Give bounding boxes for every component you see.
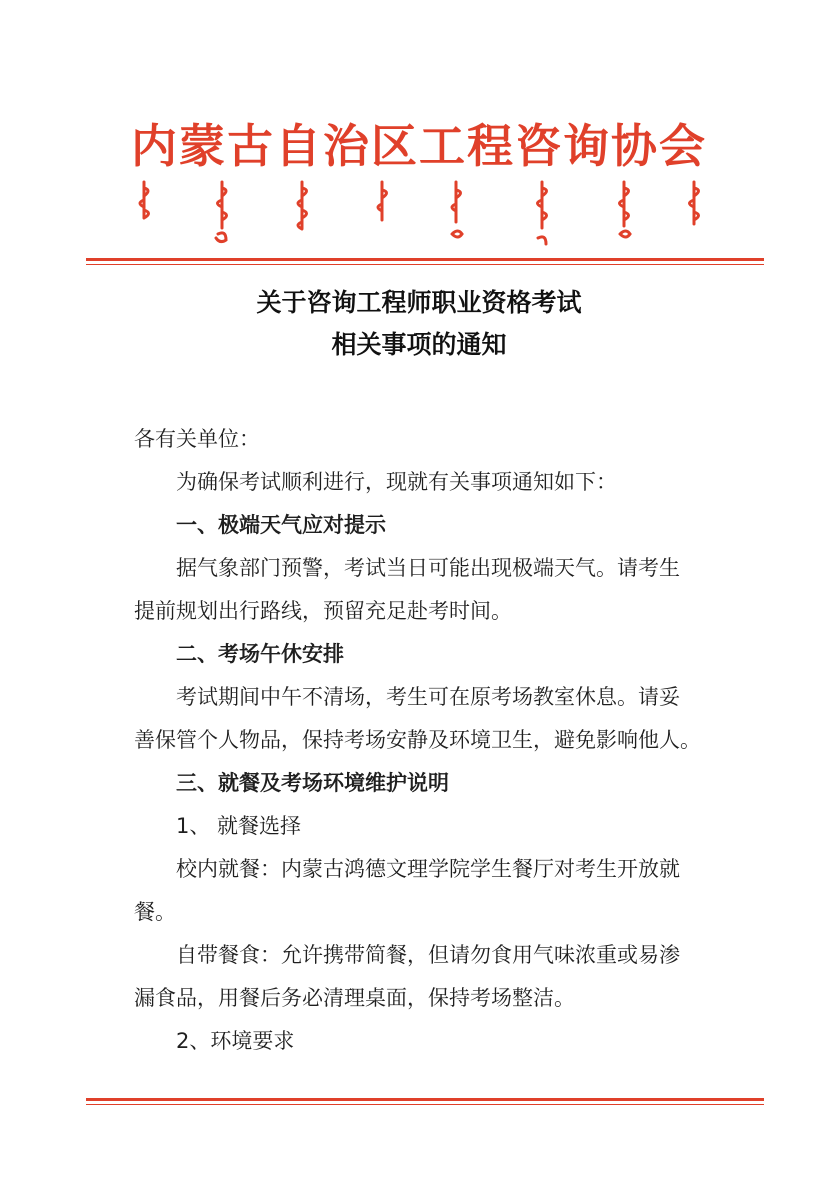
- section-2-line-1: 考试期间中午不清场，考生可在原考场教室休息。请妥: [176, 685, 680, 709]
- footer-divider-thick: [86, 1098, 764, 1101]
- notice-title-line-1: 关于咨询工程师职业资格考试: [256, 288, 582, 317]
- mongolian-word-6: [538, 182, 547, 244]
- section-2-heading: 二、考场午休安排: [176, 642, 344, 666]
- mongolian-word-4: [378, 182, 387, 220]
- section-1-line-1: 据气象部门预警，考试当日可能出现极端天气。请考生: [176, 556, 680, 580]
- mongolian-word-8: [690, 182, 699, 224]
- section-1-line-2: 提前规划出行路线，预留充足赴考时间。: [134, 599, 512, 623]
- subsection-1-para-2-line-2: 漏食品，用餐后务必清理桌面，保持考场整洁。: [134, 986, 575, 1010]
- subsection-1-heading: 1、 就餐选择: [176, 814, 302, 838]
- subsection-1-para-1-line-1: 校内就餐：内蒙古鸿德文理学院学生餐厅对考生开放就: [176, 857, 680, 881]
- header-divider-thick: [86, 258, 764, 261]
- notice-body: [134, 418, 718, 1063]
- mongolian-script-org-name: [118, 178, 718, 250]
- footer-divider: [86, 1098, 764, 1105]
- subsection-1-para-1-line-2: 餐。: [134, 900, 176, 924]
- header-divider-thin: [86, 264, 764, 265]
- notice-title-line-2: 相关事项的通知: [331, 330, 507, 359]
- letterhead-org-name: 内蒙古自治区工程咨询协会: [131, 119, 707, 173]
- mongolian-word-7: [620, 182, 631, 237]
- intro-paragraph: 为确保考试顺利进行，现就有关事项通知如下：: [176, 470, 617, 494]
- mongolian-word-3: [298, 182, 307, 229]
- mongolian-word-5: [452, 182, 462, 237]
- mongolian-word-1: [140, 182, 149, 218]
- salutation: 各有关单位：: [134, 427, 260, 451]
- section-2-line-2: 善保管个人物品，保持考场安静及环境卫生，避免影响他人。: [134, 728, 701, 752]
- mongolian-script-strokes: [140, 182, 699, 244]
- mongolian-script-graphic: [118, 178, 718, 250]
- subsection-1-para-2-line-1: 自带餐食：允许携带简餐，但请勿食用气味浓重或易渗: [176, 943, 680, 967]
- section-3-heading: 三、就餐及考场环境维护说明: [176, 771, 449, 795]
- subsection-2-heading: 2、环境要求: [176, 1029, 295, 1053]
- header-divider: [86, 258, 764, 265]
- mongolian-word-2: [216, 182, 227, 242]
- footer-divider-thin: [86, 1104, 764, 1105]
- section-1-heading: 一、极端天气应对提示: [176, 513, 386, 537]
